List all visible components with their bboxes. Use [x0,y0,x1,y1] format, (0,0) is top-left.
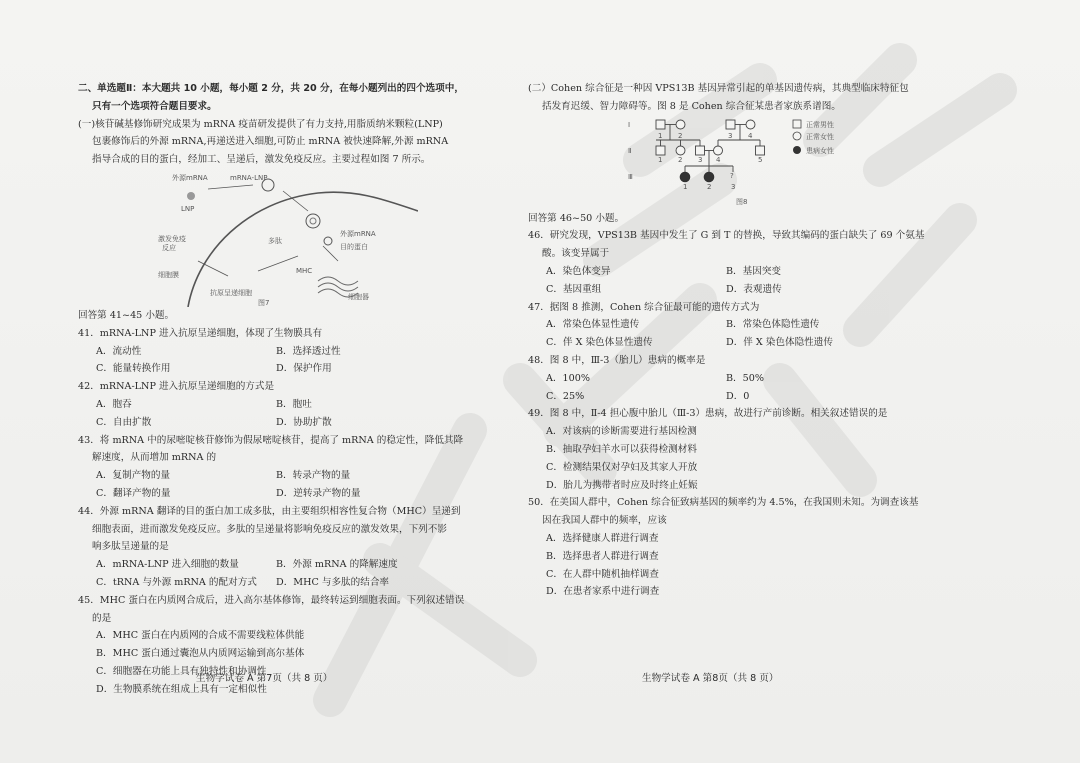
q49-option-b[interactable]: B．抽取孕妇羊水可以获得检测材料 [546,443,697,455]
q49-option-c[interactable]: C．检测结果仅对孕妇及其家人开放 [546,461,698,473]
q41-stem: 41．mRNA-LNP 进入抗原呈递细胞，体现了生物膜具有 [78,327,323,339]
answer-note: 回答第 46~50 小题。 [528,212,625,224]
intro-line: (一)核苷碱基修饰研究成果为 mRNA 疫苗研发提供了有力支持,用脂质纳米颗粒(LNP) [78,118,443,130]
q48-stem: 48．图 8 中，Ⅲ-3（胎儿）患病的概率是 [528,354,706,366]
label-ext-mrna: 外源mRNA [172,173,208,182]
figure-7-diagram [118,171,418,307]
svg-text:3: 3 [728,131,733,140]
q50-stem: 50．在美国人群中，Cohen 综合征致病基因的频率约为 4.5%，在我国则未知。为调查该基 [528,497,919,509]
q48-option-c[interactable]: C．25% [546,390,585,402]
q48-option-a[interactable]: A．100% [546,372,590,384]
q43-stem: 43．将 mRNA 中的尿嘧啶核苷修饰为假尿嘧啶核苷，提高了 mRNA 的稳定性，降低其降 [78,434,464,446]
legend-normal-female: 正常女性 [806,132,834,141]
legend-affected-female: 患病女性 [806,146,834,155]
svg-text:2: 2 [678,155,683,164]
q48-option-d[interactable]: D．0 [726,390,750,402]
q50-option-d[interactable]: D．在患者家系中进行调查 [546,586,660,598]
q45-option-d[interactable]: D．生物膜系统在组成上具有一定相似性 [96,683,267,695]
q46-stem-cont: 酸。该变异属于 [542,248,610,260]
q44-option-d[interactable]: D．MHC 与多肽的结合率 [276,576,390,588]
q45-stem: 45．MHC 蛋白在内质网合成后，进入高尔基体修饰，最终转运到细胞表面。下列叙述错误 [78,594,465,606]
q41-option-a[interactable]: A．流动性 [96,345,142,357]
gen-label-2: Ⅱ [628,146,632,155]
q44-stem: 44．外源 mRNA 翻译的目的蛋白加工成多肽，由主要组织相容性复合物（MHC）呈递到 [78,505,461,517]
svg-text:1: 1 [658,155,663,164]
label-peptide: 多肽 [268,236,282,245]
label-mrna-lnp: mRNA-LNP [230,173,268,182]
q41-options [78,343,458,361]
q45-stem-cont: 的是 [92,612,112,624]
svg-text:1: 1 [683,182,688,191]
q48-options [528,388,908,406]
gen-label-3: Ⅲ [628,172,633,181]
svg-text:3: 3 [698,155,703,164]
q41-option-d[interactable]: D．保护作用 [276,363,332,375]
q43-option-a[interactable]: A．复制产物的量 [96,470,171,482]
q50-option-b[interactable]: B．选择患者人群进行调查 [546,550,659,562]
q44-option-b[interactable]: B．外源 mRNA 的降解速度 [276,559,398,571]
q44-option-c[interactable]: C．tRNA 与外源 mRNA 的配对方式 [96,576,257,588]
label-apc: 抗原呈递细胞 [210,288,252,297]
q43-option-d[interactable]: D．逆转录产物的量 [276,487,361,499]
q42-stem: 42．mRNA-LNP 进入抗原呈递细胞的方式是 [78,381,275,393]
section-title: 二、单选题Ⅱ：本大题共 10 小题，每小题 2 分，共 20 分，在每小题列出的四个选项中， [78,83,464,94]
q47-option-d[interactable]: D．伴 X 染色体隐性遗传 [726,337,833,349]
q43-option-b[interactable]: B．转录产物的量 [276,470,351,482]
svg-text:2: 2 [707,182,712,191]
q46-options [528,263,908,281]
q41-option-b[interactable]: B．选择透过性 [276,345,341,357]
q43-options [78,467,458,485]
q48-option-b[interactable]: B．50% [726,372,764,384]
q46-option-c[interactable]: C．基因重组 [546,283,602,295]
figure-8-caption: 图8 [736,197,748,206]
q50-option-a[interactable]: A．选择健康人群进行调查 [546,532,659,544]
gen-label-1: Ⅰ [628,120,631,129]
q47-options [528,316,908,334]
svg-text:1: 1 [658,131,663,140]
pedigree-unknown-mark: ? [730,171,734,180]
q48-options [528,370,908,388]
q47-option-a[interactable]: A．常染色体显性遗传 [546,319,640,331]
q44-options [78,574,458,592]
q46-option-a[interactable]: A．染色体变异 [546,265,611,277]
answer-note: 回答第 41~45 小题。 [78,309,175,321]
section-title-cont: 只有一个选项符合题目要求。 [92,100,217,112]
q49-option-a[interactable]: A．对该病的诊断需要进行基因检测 [546,426,697,438]
q46-stem: 46．研究发现，VPS13B 基因中发生了 G 到 T 的替换，导致其编码的蛋白缺失了 69 个氨基 [528,230,925,242]
label-lnp: LNP [181,204,195,213]
q43-options [78,485,458,503]
q45-option-c[interactable]: C．细胞器在功能上具有独特性和协调性 [96,665,267,677]
label-organelle: 细胞器 [348,292,369,301]
q42-option-a[interactable]: A．胞吞 [96,398,132,410]
svg-text:5: 5 [758,155,763,164]
q41-options [78,360,458,378]
q47-stem: 47．据图 8 推测，Cohen 综合征最可能的遗传方式为 [528,301,760,313]
q49-option-d[interactable]: D．胎儿为携带者时应及时终止妊娠 [546,479,698,491]
q42-options [78,396,458,414]
label-mhc: MHC [296,266,313,275]
label-immune-2: 反应 [162,243,176,252]
q44-stem-cont: 响多肽呈递量的是 [92,541,169,553]
q43-option-c[interactable]: C．翻译产物的量 [96,487,171,499]
q47-options [528,334,908,352]
label-immune-1: 激发免疫 [158,234,186,243]
left-page [78,80,465,699]
figure-8 [568,116,878,210]
q46-option-b[interactable]: B．基因突变 [726,265,782,277]
svg-text:4: 4 [716,155,721,164]
intro-line: 指导合成的目的蛋白，经加工、呈递后，激发免疫反应。主要过程如图 7 所示。 [92,154,431,166]
intro-line: (二）Cohen 综合征是一种因 VPS13B 基因异常引起的单基因遗传病，其典型临床特征包 [528,83,909,94]
q41-option-c[interactable]: C．能量转换作用 [96,363,171,375]
svg-text:4: 4 [748,131,753,140]
q43-stem-cont: 解速度，从而增加 mRNA 的 [92,452,217,464]
q44-stem-cont: 细胞表面，进而激发免疫反应。多肽的呈递量将影响免疫反应的激发效果，下列不影 [92,523,447,535]
right-page-footer: 生物学试卷 A 第8页（共 8 页） [642,673,779,684]
intro-line: 括发育迟缓、智力障碍等。图 8 是 Cohen 综合征某患者家族系谱图。 [542,100,841,112]
q42-option-b[interactable]: B．胞吐 [276,398,312,410]
intro-line: 包裹修饰后的外源 mRNA,再递送进入细胞,可防止 mRNA 被快速降解,外源 mRNA [92,136,449,148]
q50-stem-cont: 因在我国人群中的频率，应该 [542,515,667,527]
figure-7 [118,171,438,307]
q49-stem: 49．图 8 中，Ⅱ-4 担心腹中胎儿（Ⅲ-3）患病，故进行产前诊断。相关叙述错误的是 [528,408,888,420]
right-page [528,80,925,601]
q46-option-d[interactable]: D．表观遗传 [726,283,782,295]
q47-option-b[interactable]: B．常染色体隐性遗传 [726,319,820,331]
svg-text:2: 2 [678,131,683,140]
q45-option-a[interactable]: A．MHC 蛋白在内质网的合成不需要线粒体供能 [96,630,305,642]
q44-options [78,556,458,574]
label-ext-mrna-2: 外源mRNA [340,229,376,238]
label-membrane: 细胞膜 [158,270,179,279]
q47-option-c[interactable]: C．伴 X 染色体显性遗传 [546,337,653,349]
svg-text:3: 3 [731,182,736,191]
q44-option-a[interactable]: A．mRNA-LNP 进入细胞的数量 [96,559,239,571]
figure-7-caption: 图7 [258,298,270,307]
q42-option-d[interactable]: D．协助扩散 [276,416,332,428]
legend-normal-male: 正常男性 [806,120,834,129]
q45-option-b[interactable]: B．MHC 蛋白通过囊泡从内质网运输到高尔基体 [96,648,305,660]
pedigree-chart [568,116,868,210]
left-page-footer: 生物学试卷 A 第7页（共 8 页） [196,673,333,684]
q46-options [528,281,908,299]
label-target-protein: 目的蛋白 [340,242,368,251]
q42-option-c[interactable]: C．自由扩散 [96,416,152,428]
q50-option-c[interactable]: C．在人群中随机抽样调查 [546,568,659,580]
q42-options [78,414,458,432]
